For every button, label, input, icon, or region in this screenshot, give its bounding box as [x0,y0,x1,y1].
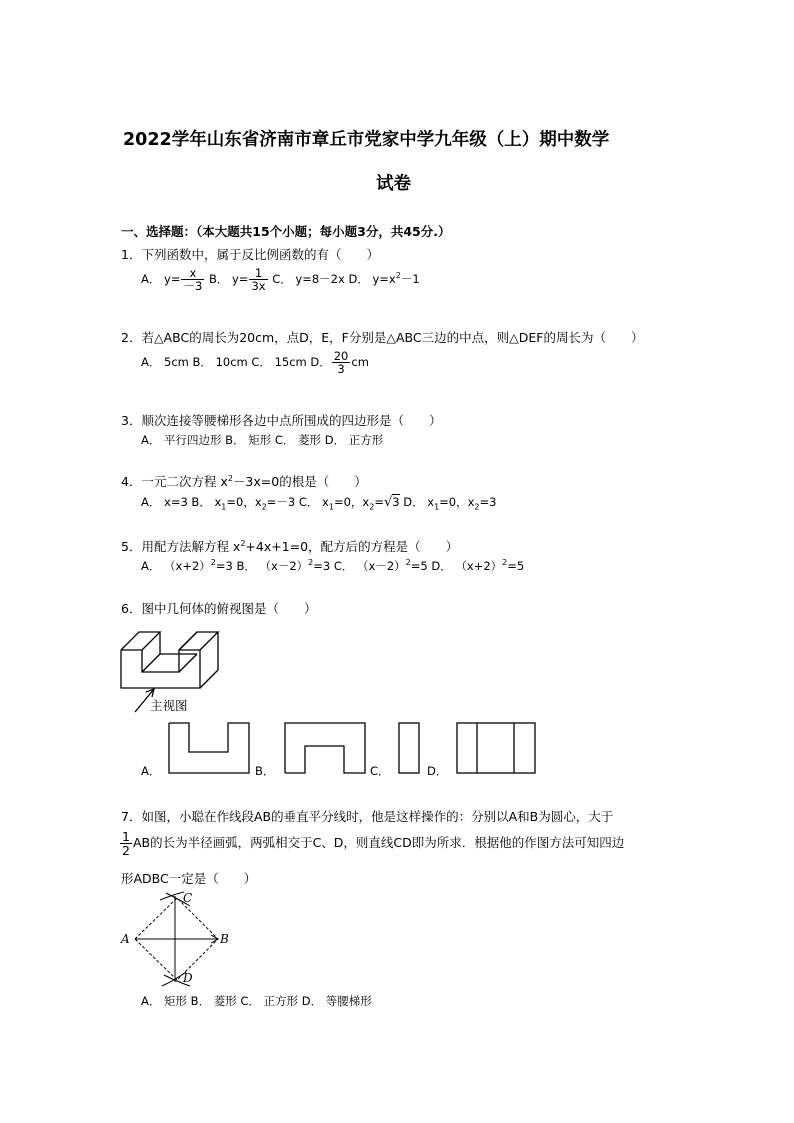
question-5-stem: 5．用配方法解方程 $x^2+4x+1=0$，配方后的方程是（ ） [121,538,459,554]
construction-figure [120,890,235,990]
option-c-view [398,722,420,774]
question-3-stem: 3．顺次连接等腰梯形各边中点所围成的四边形是（ ） [121,413,442,428]
sqrt-sign: √ [383,495,393,510]
question-5-options: A． $(x+2)^2=3$ B． $(x-2)^2=3$ C． $(x-2)^2=5$ D． $(x+2)^2=5$ [141,558,525,573]
front-view-label: 主视图 [150,698,188,713]
question-7-line2: $\frac{1}{2}$ AB的长为半径画弧，两弧相交于C、D，则直线CD即为所求．根据他的作图方法可知四边 [122,829,625,859]
option-b-view [284,722,366,774]
option-label-d: D． [427,764,448,778]
fraction: $\frac{1}{3x}$ [251,266,266,294]
question-1-stem: 1．下列函数中，属于反比例函数的有（ ） [121,247,379,262]
question-7-options: A． 矩形 B． 菱形 C． 正方形 D． 等腰梯形 [141,994,372,1008]
question-1-options: A． y= $\frac{x}{-3}$ B． y= $\frac{1}{3x}$ C． y=8－2x D． $y=x^2-1$ [141,266,420,294]
fraction: $\frac{20}{3}$ [333,349,349,377]
question-2-stem: 2．若△ABC的周长为20cm，点D，E，F分别是△ABC三边的中点，则△DEF的周长为（ ） [121,330,644,345]
page-title-line2: 试卷 [376,174,411,194]
question-3-options: A． 平行四边形 B． 矩形 C． 菱形 D． 正方形 [141,433,384,447]
point-a-label: A [121,932,130,946]
option-d-view [456,722,536,774]
question-6-stem: 6．图中几何体的俯视图是（ ） [121,601,317,616]
fraction: $\frac{x}{-3}$ [183,266,203,294]
point-d-label: D [183,971,193,985]
option-label-c: C． [370,764,390,778]
section-heading: 一、选择题：（本大题共15个小题；每小题3分，共45分.） [121,224,451,239]
question-4-options: A． x=3 B． $x_1=0$，$x_2=-3$ C． $x_1=0$，$x_2=√3$ D． $x_1=0$，$x_2=3$ [141,495,497,512]
point-c-label: C [183,891,193,905]
question-2-options: A． 5cm B． 10cm C． 15cm D． $\frac{20}{3}$ cm [141,349,369,377]
option-label-b: B． [255,764,275,778]
question-7-line3: 形ADBC一定是（ ） [121,871,257,886]
option-label-a: A． [141,764,161,778]
option-a-view [168,722,250,774]
point-b-label: B [220,932,229,946]
question-7-line1: 7．如图，小聪在作线段AB的垂直平分线时，他是这样操作的：分别以A和B为圆心，大于 [121,809,614,824]
fraction: $\frac{1}{2}$ [122,829,130,859]
question-4-stem: 4．一元二次方程 $x^2-3x=0$的根是（ ） [121,473,367,489]
page-title: 2022学年山东省济南市章丘市党家中学九年级（上）期中数学 [123,130,610,150]
